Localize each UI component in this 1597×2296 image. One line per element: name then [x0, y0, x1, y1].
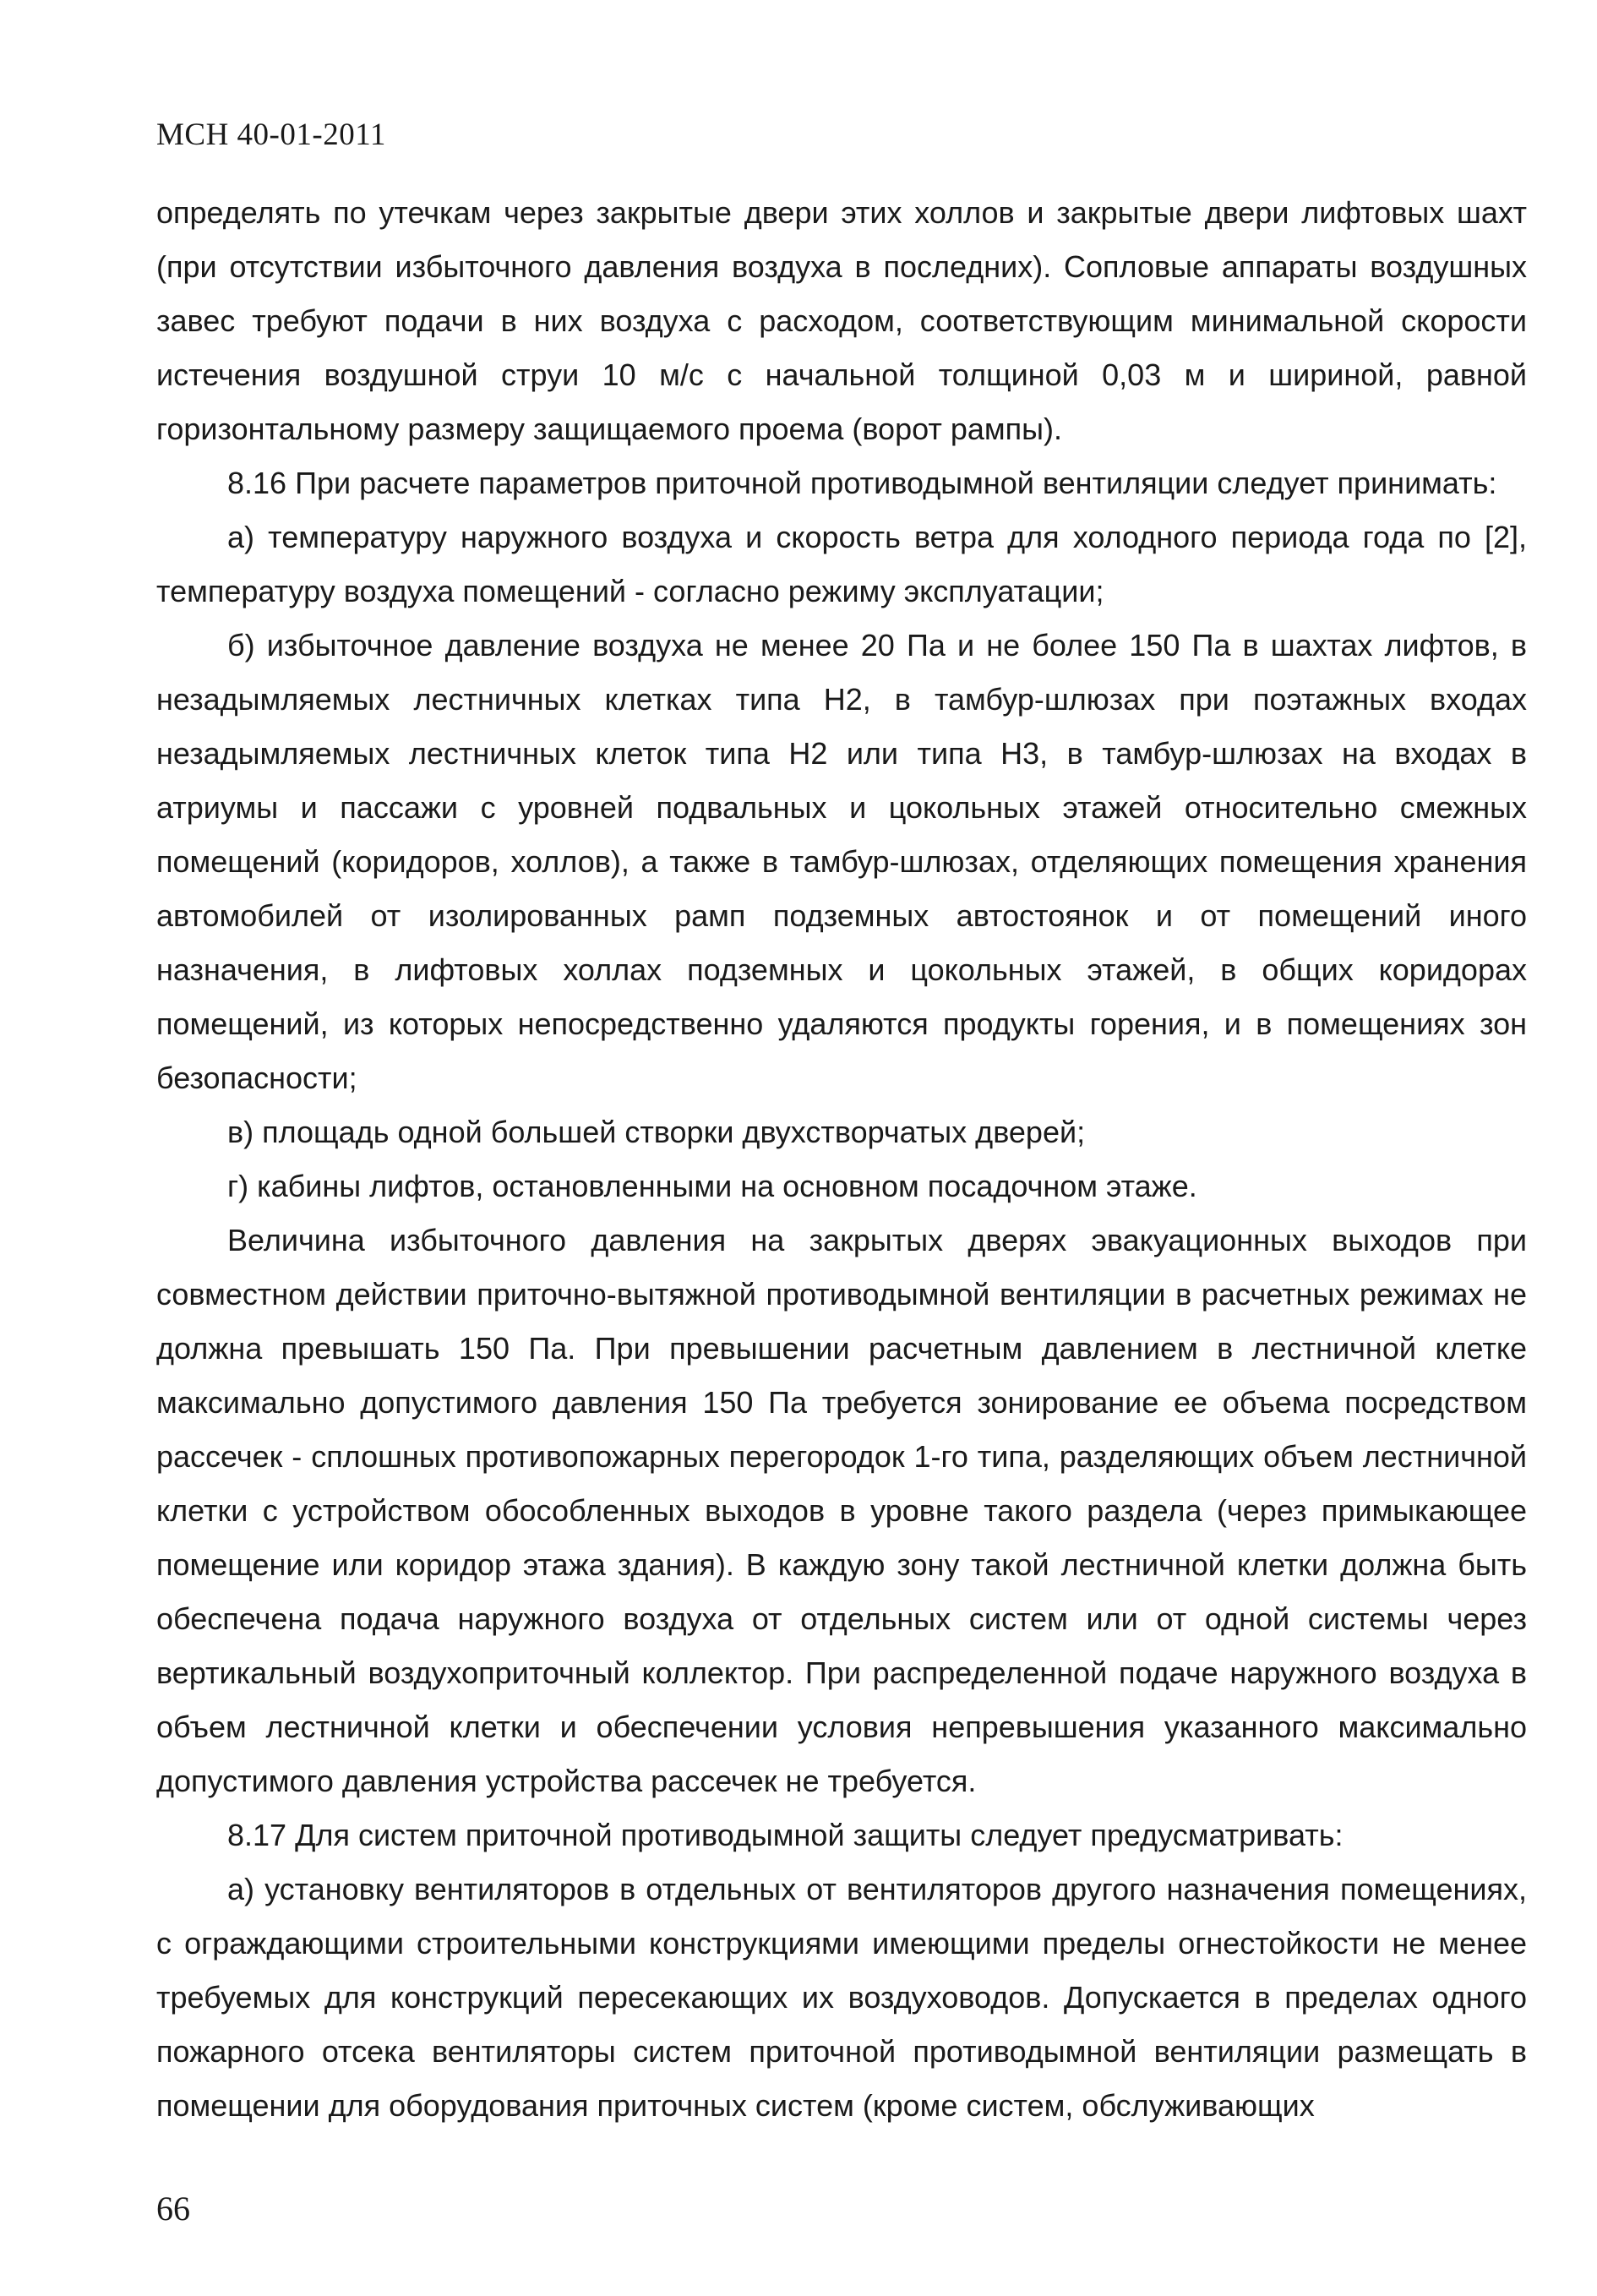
- paragraph-pressure: Величина избыточного давления на закрытых дверях эвакуационных выходов при совместном действии приточно-вытяжной противодымной вентиляции в расчетных режимах не должна превышать 150 Па. При превышении расчетным давлением в лестничной клетке максимально допустимого давления 150 Па требуется зонирование ее объема посредством рассечек - сплошных противопожарных перегородок 1-го типа, разделяющих объем лестничной клетки с устройством обособленных выходов в уровне такого раздела (через примыкающее помещение или коридор этажа здания). В каждую зону такой лестничной клетки должна быть обеспечена подача наружного воздуха от отдельных систем или от одной системы через вертикальный воздухоприточный коллектор. При распределенной подаче наружного воздуха в объем лестничной клетки и обеспечении условия непревышения указанного максимально допустимого давления устройства рассечек не требуется.: [156, 1223, 1527, 1798]
- paragraph-continuation: определять по утечкам через закрытые двери этих холлов и закрытые двери лифтовых шахт (при отсутствии избыточного давления воздуха в последних). Сопловые аппараты воздушных завес требуют подачи в них воздуха с расходом, соответствующим минимальной скорости истечения воздушной струи 10 м/с с начальной толщиной 0,03 м и шириной, равной горизонтальному размеру защищаемого проема (ворот рампы).: [156, 195, 1527, 446]
- paragraph-clause-8-16: 8.16 При расчете параметров приточной противодымной вентиляции следует принимать:: [227, 466, 1497, 500]
- paragraph-item-v: в) площадь одной большей створки двухстворчатых дверей;: [227, 1115, 1086, 1149]
- paragraph-clause-8-17: 8.17 Для систем приточной противодымной защиты следует предусматривать:: [227, 1818, 1344, 1852]
- paragraph-item-a: а) температуру наружного воздуха и скорость ветра для холодного периода года по [2], температуру воздуха помещений - согласно режиму эксплуатации;: [156, 520, 1527, 608]
- paragraph-item-g: г) кабины лифтов, остановленными на основном посадочном этаже.: [227, 1169, 1197, 1203]
- paragraph-item-b: б) избыточное давление воздуха не менее 20 Па и не более 150 Па в шахтах лифтов, в незадымляемых лестничных клетках типа Н2, в тамбур-шлюзах при поэтажных входах незадымляемых лестничных клеток типа Н2 или типа Н3, в тамбур-шлюзах на входах в атриумы и пассажи с уровней подвальных и цокольных этажей относительно смежных помещений (коридоров, холлов), а также в тамбур-шлюзах, отделяющих помещения хранения автомобилей от изолированных рамп подземных автостоянок и от помещений иного назначения, в лифтовых холлах подземных и цокольных этажей, в общих коридорах помещений, из которых непосредственно удаляются продукты горения, и в помещениях зон безопасности;: [156, 628, 1527, 1095]
- page-number: 66: [156, 2190, 190, 2228]
- body-text: [156, 186, 1527, 2133]
- document-code-header: МСН 40-01-2011: [156, 117, 386, 152]
- paragraph-item-a-fans: а) установку вентиляторов в отдельных от вентиляторов другого назначения помещениях, с ограждающими строительными конструкциями имеющими пределы огнестойкости не менее требуемых для конструкций пересекающих их воздуховодов. Допускается в пределах одного пожарного отсека вентиляторы систем приточной противодымной вентиляции размещать в помещении для оборудования приточных систем (кроме систем, обслуживающих: [156, 1872, 1527, 2123]
